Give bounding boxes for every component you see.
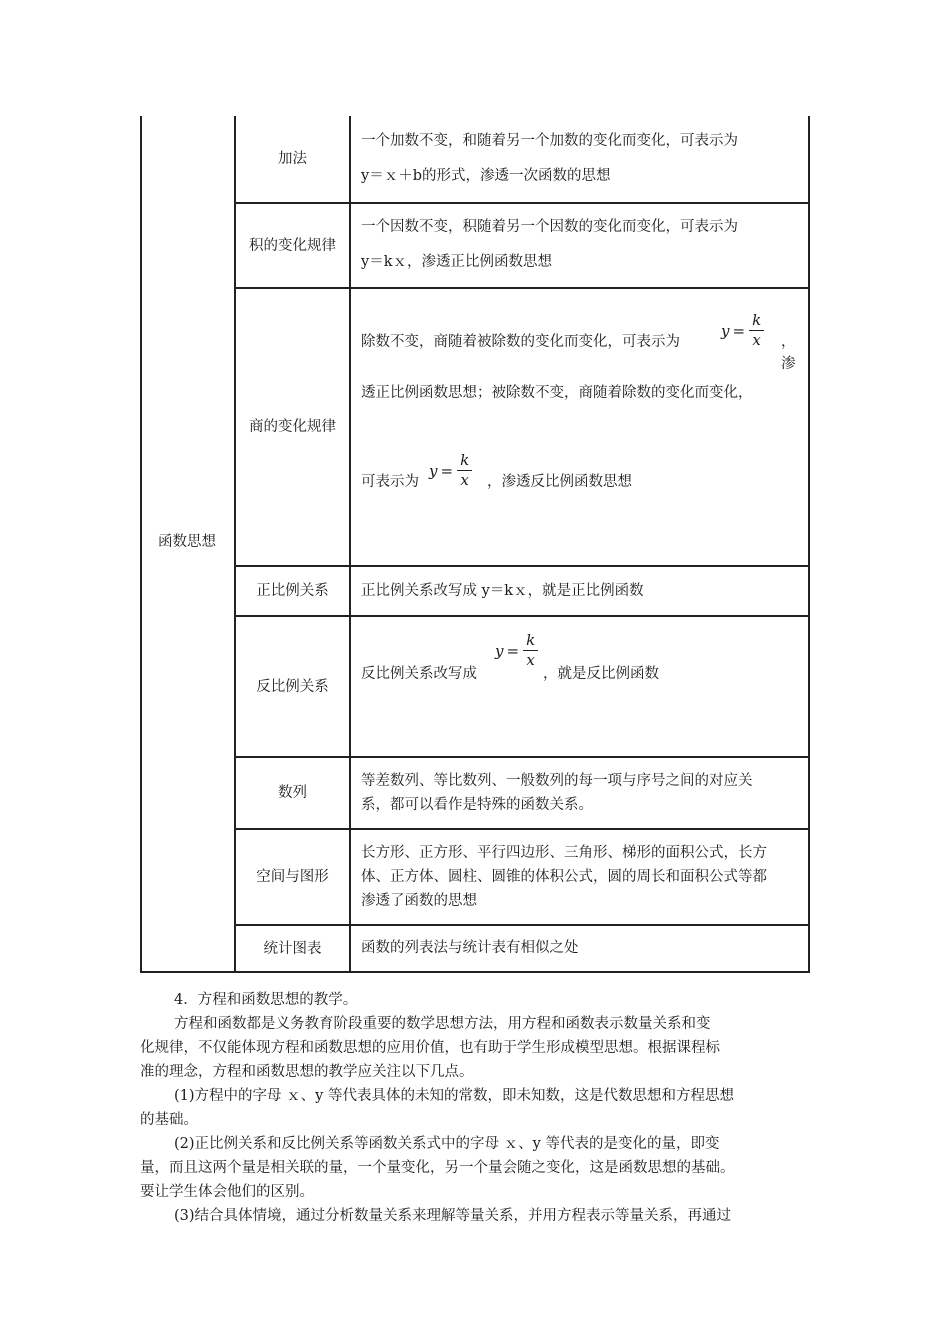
row-topic: 积的变化规律 (249, 237, 336, 254)
description-line: 体、正方体、圆柱、圆锥的体积公式，圆的周长和面积公式等都 (361, 869, 767, 885)
row-description (351, 926, 808, 971)
description-text: ，渗透反比例函数思想 (487, 474, 632, 490)
description-text: 可表示为 (361, 474, 419, 490)
formula-y-equals-k-over-x: y = $\frac{k}{x}$ (721, 311, 764, 350)
category-label: 函数思想 (158, 534, 216, 550)
row-topic: 加法 (278, 151, 307, 167)
paragraph: 方程和函数都是义务教育阶段重要的数学思想方法，用方程和函数表示数量关系和变 化规律，不仅能体现方程和函数思想的应用价值，也有助于学生形成模型思想。根据课程标 准的理念，方程和函数思想的教学应关注以下几点。 (140, 1016, 720, 1080)
row-description (361, 301, 808, 561)
row-topic: 正比例关系 (256, 583, 329, 599)
row-description (351, 830, 808, 924)
table-border-bottom (140, 971, 809, 973)
description-line: 正比例关系改写成 y＝kｘ，就是正比例函数 (361, 582, 644, 599)
paragraph: (2)正比例关系和反比例关系等函数关系式中的字母 ｘ、y 等代表的是变化的量，即变 量，而且这两个量是相关联的量，一个量变化，另一个量会随之变化，这是函数思想的基础。 要让学生体会他们的区别。 (140, 1136, 735, 1200)
paragraph: (3)结合具体情境，通过分析数量关系来理解等量关系，并用方程表示等量关系，再通过 (174, 1208, 732, 1224)
paragraph: (1)方程中的字母 ｘ、y 等代表具体的未知的常数，即未知数，这是代数思想和方程思想 的基础。 (140, 1088, 734, 1128)
description-line: 等差数列、等比数列、一般数列的每一项与序号之间的对应关 (361, 773, 753, 789)
row-topic: 商的变化规律 (249, 419, 336, 435)
description-line: 系，都可以看作是特殊的函数关系。 (361, 797, 593, 813)
description-line: 一个因数不变，积随着另一个因数的变化而变化，可表示为 (361, 219, 738, 235)
description-text: 除数不变，商随着被除数的变化而变化，可表示为 (361, 334, 680, 350)
row-description (361, 617, 808, 756)
description-line: 一个加数不变，和随着另一个加数的变化而变化，可表示为 (361, 133, 738, 149)
description-line: y＝ｘ＋b的形式，渗透一次函数的思想 (361, 168, 611, 184)
row-description (351, 758, 808, 828)
description-line: y＝kｘ，渗透正比例函数思想 (361, 254, 552, 270)
row-topic: 数列 (278, 785, 307, 801)
description-text: ，渗 (781, 334, 796, 372)
table-border-right (808, 116, 810, 973)
formula-y-equals-k-over-x: y = $\frac{k}{x}$ (429, 451, 472, 490)
description-line: 长方形、正方形、平行四边形、三角形、梯形的面积公式，长方 (361, 845, 767, 861)
description-line: 渗透了函数的思想 (361, 893, 477, 909)
row-topic: 空间与图形 (256, 869, 329, 885)
row-topic: 反比例关系 (256, 678, 329, 695)
description-text: ，就是反比例函数 (543, 666, 659, 682)
function-thought-table (140, 116, 809, 973)
row-topic: 统计图表 (263, 940, 322, 957)
formula-y-equals-k-over-x: y = $\frac{k}{x}$ (495, 631, 538, 670)
row-description (351, 210, 808, 287)
section-heading: 4．方程和函数思想的教学。 (174, 992, 358, 1008)
description-text: 反比例关系改写成 (361, 666, 477, 682)
row-description (351, 124, 808, 210)
description-line: 函数的列表法与统计表有相似之处 (361, 940, 579, 956)
row-description (351, 567, 808, 615)
description-text: 透正比例函数思想；被除数不变，商随着除数的变化而变化， (361, 385, 753, 401)
